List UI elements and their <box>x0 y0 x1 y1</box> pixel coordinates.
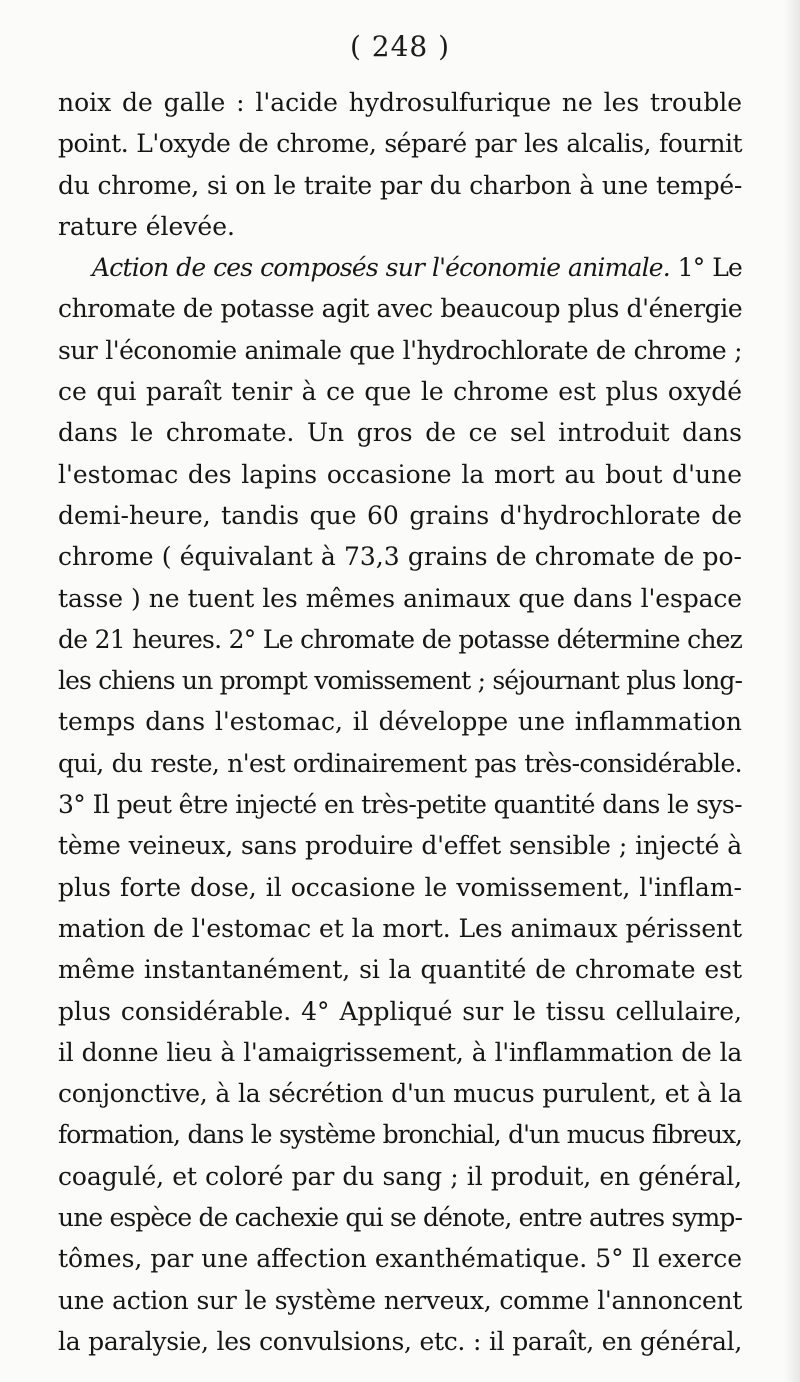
text-line: il donne lieu à l'amaigrissement, à l'inflammation de la <box>58 1037 742 1067</box>
text-line-remainder: 1° Le <box>669 253 743 283</box>
text-line: point. L'oxyde de chrome, séparé par les alcalis, fournit <box>58 129 742 159</box>
text-line: ce qui paraît tenir à ce que le chrome est plus oxydé <box>58 377 742 407</box>
text-line: de 21 heures. 2° Le chromate de potasse détermine chez <box>58 624 742 654</box>
text-line: formation, dans le système bronchial, d'un mucus fibreux, <box>58 1120 742 1150</box>
text-line: tômes, par une affection exanthématique. 5° Il exerce <box>58 1244 742 1274</box>
page-number: ( 248 ) <box>349 30 451 63</box>
text-line: dans le chromate. Un gros de ce sel introduit dans <box>58 418 742 448</box>
text-line: une espèce de cachexie qui se dénote, entre autres symp- <box>58 1203 742 1233</box>
section-heading: Action de ces composés sur l'économie animale. <box>92 253 670 283</box>
body-text <box>58 82 742 1362</box>
text-line: l'estomac des lapins occasione la mort au bout d'une <box>58 459 742 489</box>
text-line: tasse ) ne tuent les mêmes animaux que dans l'espace <box>58 583 742 613</box>
text-line: même instantanément, si la quantité de chromate est <box>58 955 742 985</box>
text-line: temps dans l'estomac, il développe une inflammation <box>58 707 742 737</box>
text-line: une action sur le système nerveux, comme l'annoncent <box>58 1285 742 1315</box>
text-line: rature élevée. <box>58 211 235 241</box>
section-heading-line <box>58 247 742 288</box>
text-line: qui, du reste, n'est ordinairement pas très-considérable. <box>58 748 742 778</box>
text-line: tème veineux, sans produire d'effet sensible ; injecté à <box>58 831 742 861</box>
text-line: les chiens un prompt vomissement ; séjournant plus long- <box>58 666 742 696</box>
text-line: 3° Il peut être injecté en très-petite quantité dans le sys- <box>58 790 742 820</box>
text-line: mation de l'estomac et la mort. Les animaux périssent <box>58 913 742 943</box>
text-line: la paralysie, les convulsions, etc. : il paraît, en général, <box>58 1326 742 1356</box>
text-line: coagulé, et coloré par du sang ; il produit, en général, <box>58 1161 742 1191</box>
page-gutter-shadow <box>784 0 800 1382</box>
text-line: du chrome, si on le traite par du charbon à une tempé- <box>58 170 742 200</box>
text-line: sur l'économie animale que l'hydrochlorate de chrome ; <box>58 335 742 365</box>
text-line: demi-heure, tandis que 60 grains d'hydrochlorate de <box>58 500 742 530</box>
text-line: chromate de potasse agit avec beaucoup plus d'énergie <box>58 294 743 324</box>
text-line: noix de galle : l'acide hydrosulfurique ne les trouble <box>58 88 742 117</box>
text-line: plus considérable. 4° Appliqué sur le tissu cellulaire, <box>58 996 742 1026</box>
text-line: chrome ( équivalant à 73,3 grains de chromate de po- <box>58 542 742 572</box>
text-line: plus forte dose, il occasione le vomissement, l'inflam- <box>58 872 742 902</box>
text-line: conjonctive, à la sécrétion d'un mucus purulent, et à la <box>58 1079 742 1109</box>
